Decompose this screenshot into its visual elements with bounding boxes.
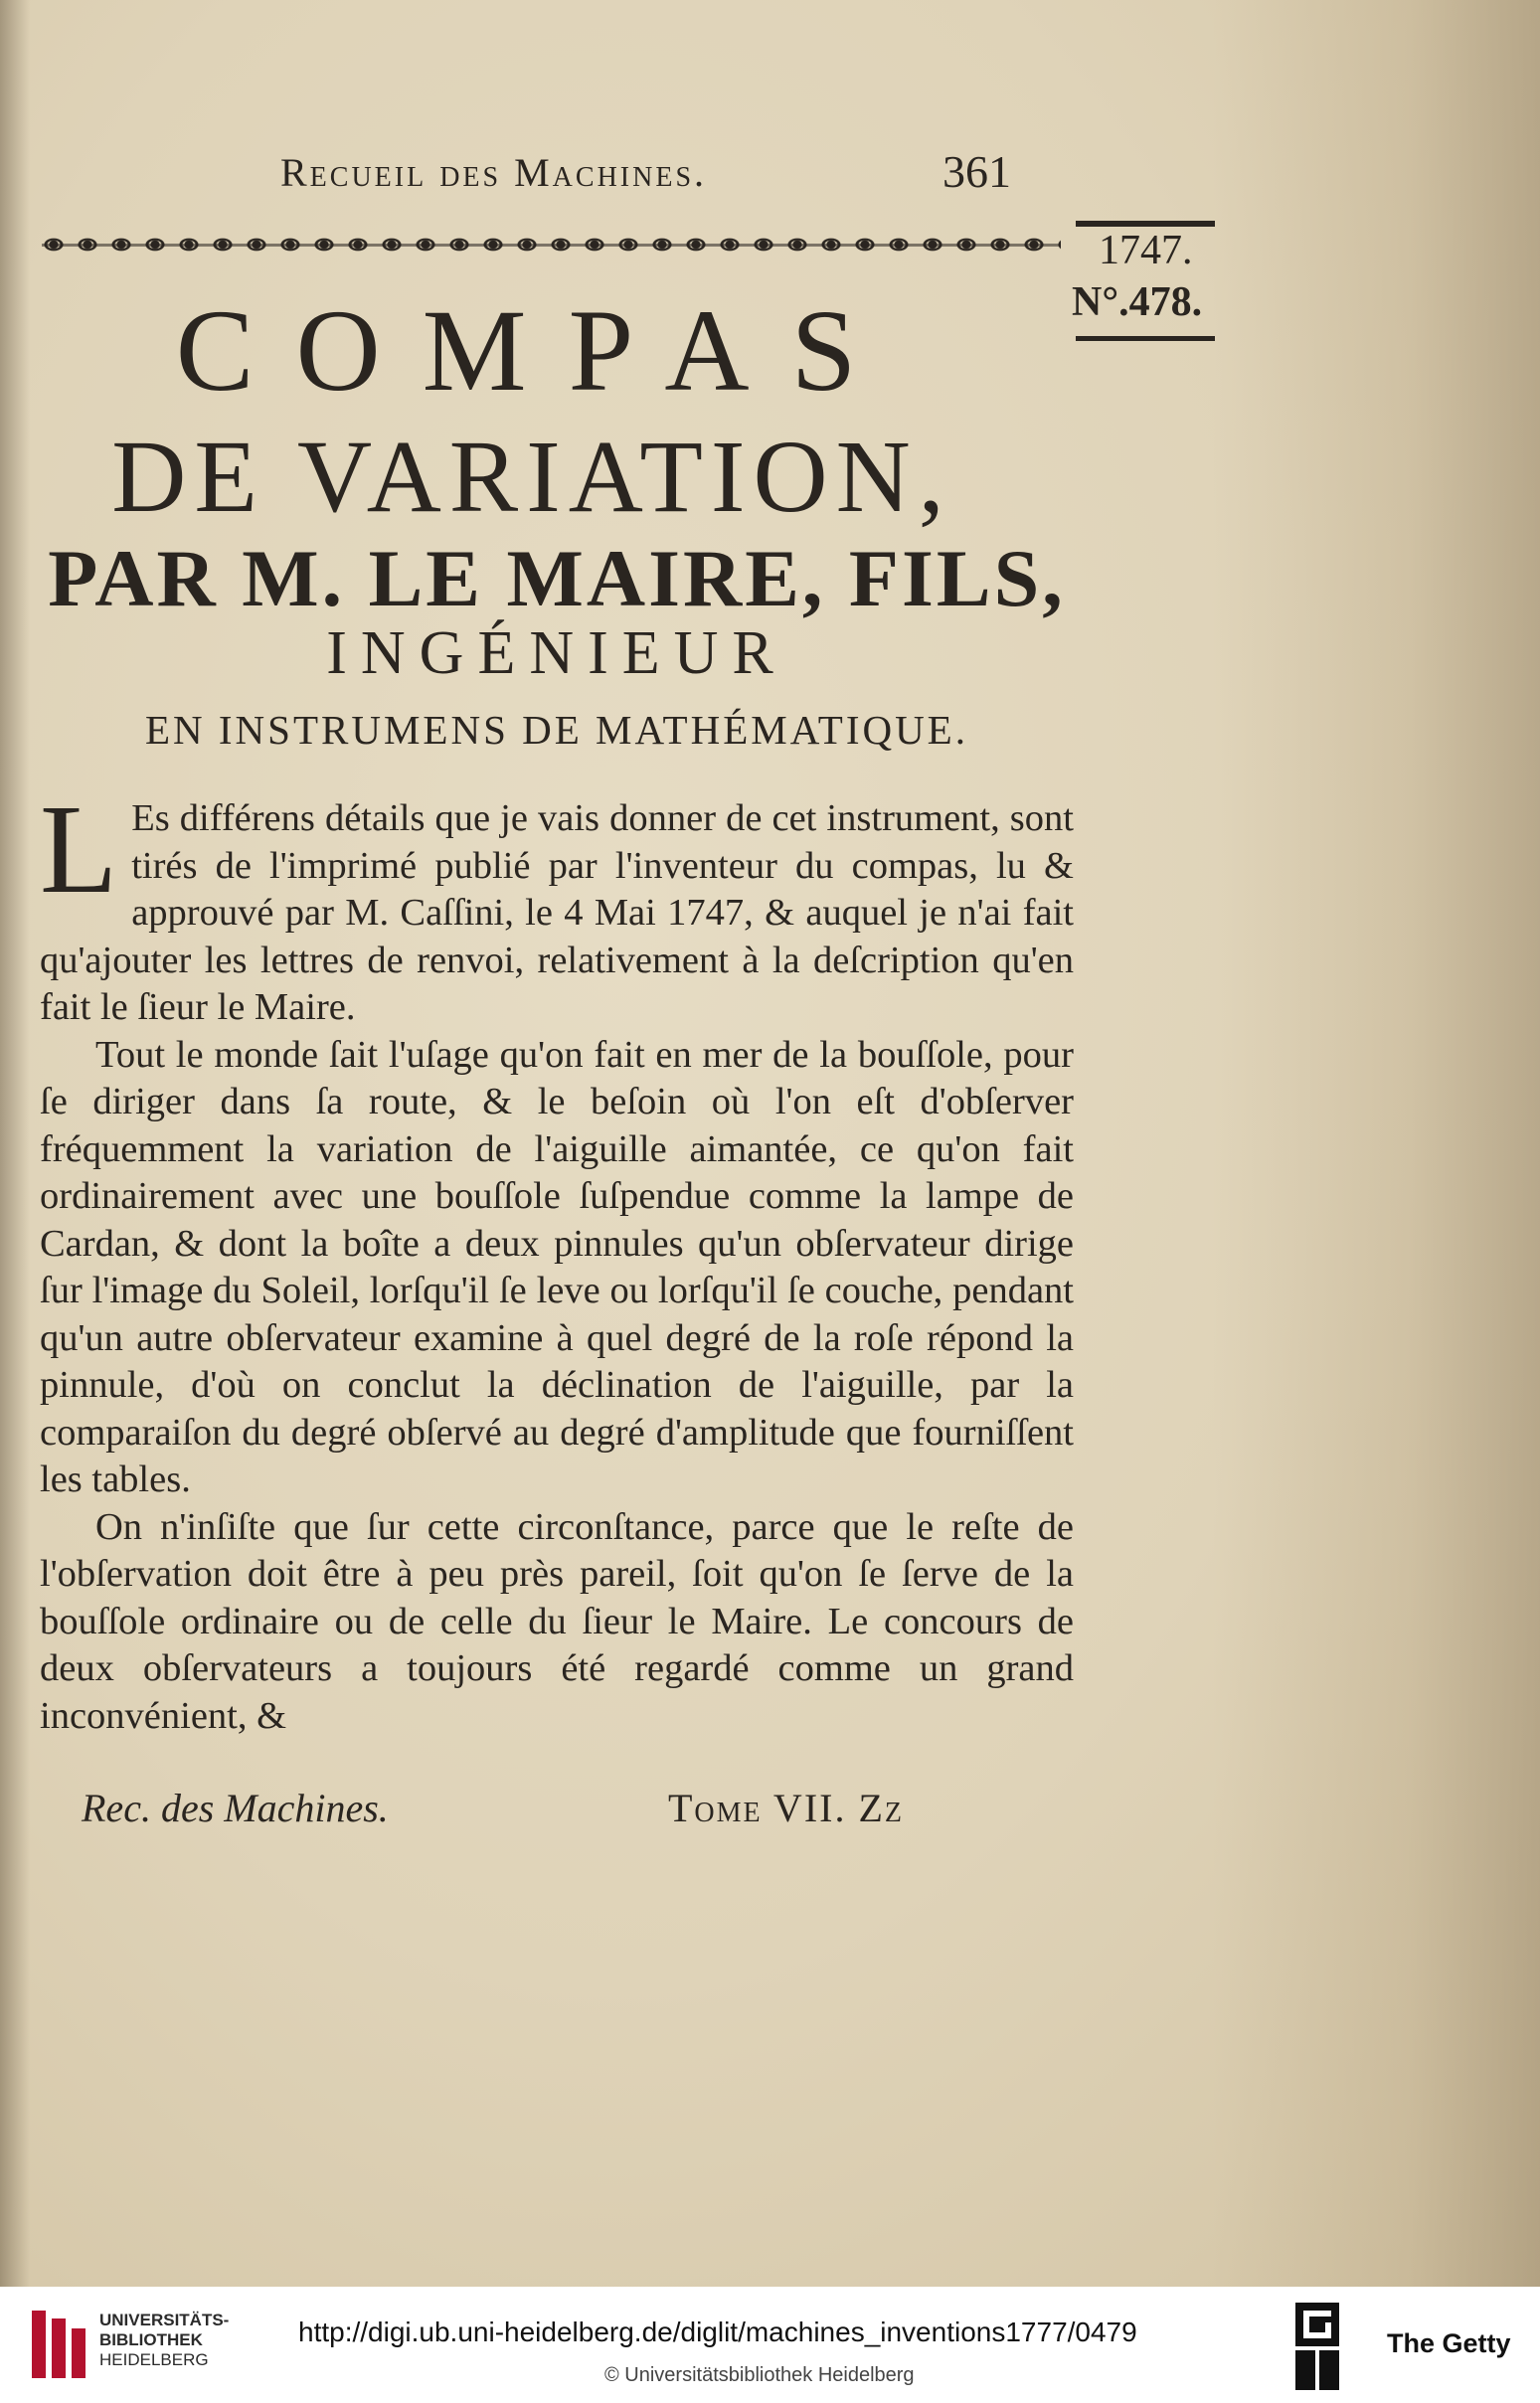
running-head: Recueil des Machines. (280, 150, 708, 195)
copyright-notice: © Universitätsbibliothek Heidelberg (604, 2364, 915, 2386)
title-line-2: DE VARIATION, (111, 420, 952, 534)
partner-name: The Getty (1387, 2328, 1511, 2358)
university-logo-icon (30, 2309, 91, 2380)
title-line-5: EN INSTRUMENS DE MATHÉMATIQUE. (145, 707, 968, 753)
ornament-band (42, 227, 1061, 260)
drop-cap: L (40, 778, 118, 920)
paragraph-1-text: Es différens détails que je vais donner de cet instrument, sont tirés de l'imprimé publié par l'inventeur du compas, lu & approuvé par M. Caſſini, le 4 Mai 1747, & auquel je n'ai fait qu'ajouter les lettres de renvoi, relativement à la deſcription qu'en fait le ſieur le Maire. (40, 797, 1074, 1028)
edge-shadow (1212, 0, 1540, 2287)
institution-line-2: BIBLIOTHEK (99, 2330, 203, 2349)
body-text (40, 778, 1074, 1740)
margin-rule-bottom (1076, 336, 1215, 341)
institution-name (99, 2311, 229, 2370)
viewer-footer-bar (0, 2287, 1540, 2403)
margin-year: 1747. (1099, 228, 1193, 273)
paragraph-1 (40, 778, 1074, 1032)
title-line-1: COMPAS (175, 285, 899, 416)
title-line-4: INGÉNIEUR (326, 619, 787, 687)
getty-logo-icon (1295, 2303, 1339, 2390)
margin-number: N°.478. (1072, 279, 1203, 325)
paragraph-3: On n'inſiſte que ſur cette circonſtance, parce que le reſte de l'obſervation doit être à peu près pareil, ſoit qu'on ſe ſerve de la bouſſole ordinaire ou de celle du ſieur le Maire. Le concours de deux obſervateurs a toujours été regardé comme un grand inconvénient, & (40, 1505, 1074, 1737)
footer-volume: Tome VII. Zz (668, 1786, 904, 1830)
footer-signature: Rec. des Machines. (82, 1786, 389, 1830)
institution-line-3: HEIDELBERG (99, 2350, 209, 2369)
page-number: 361 (942, 146, 1011, 197)
permalink[interactable]: http://digi.ub.uni-heidelberg.de/diglit/machines_inventions1777/0479 (298, 2317, 1137, 2347)
title-line-3: PAR M. LE MAIRE, FILS, (48, 533, 1066, 623)
institution-line-1: UNIVERSITÄTS- (99, 2311, 230, 2329)
paragraph-2: Tout le monde ſait l'uſage qu'on fait en mer de la bouſſole, pour ſe diriger dans ſa route, & le beſoin où l'on eſt d'obſerver fréquemment la variation de l'aiguille aimantée, ce qu'on fait ordinairement avec une bouſſole ſuſpendue comme la lampe de Cardan, & dont la boîte a deux pinnules qu'un obſervateur dirige ſur l'image du Soleil, lorſqu'il ſe leve ou lorſqu'il ſe couche, pendant qu'un autre obſervateur examine à quel degré de la roſe répond la pinnule, d'où on conclut la déclination de l'aiguille, par la comparaiſon du degré obſervé au degré d'amplitude que fourniſſent les tables. (40, 1033, 1074, 1500)
